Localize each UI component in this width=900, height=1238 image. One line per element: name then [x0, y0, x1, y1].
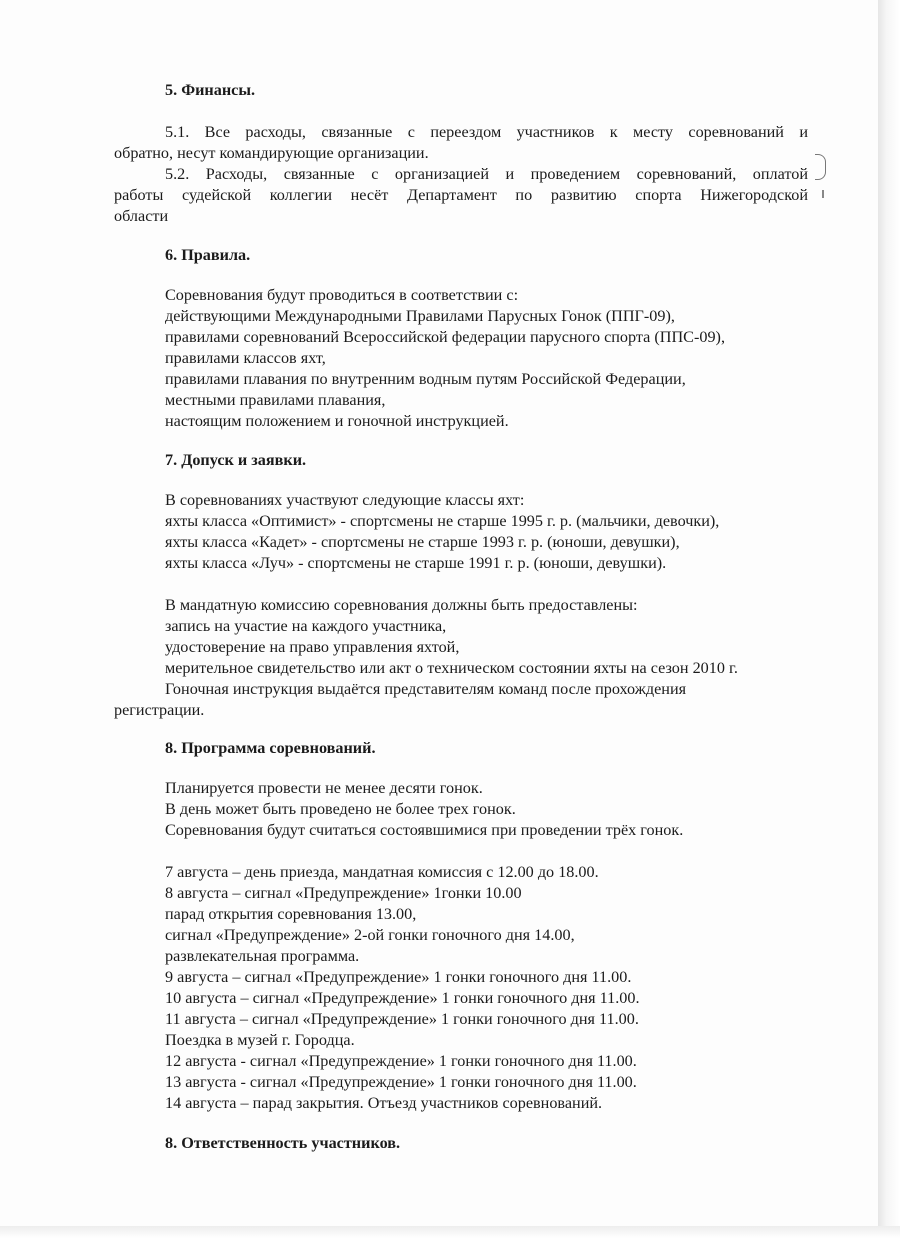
- schedule-line: 13 августа - сигнал «Предупреждение» 1 гонки гоночного дня 11.00.: [165, 1073, 637, 1091]
- s7-line: яхты класса «Кадет» - спортсмены не старше 1993 г. р. (юноши, девушки),: [165, 533, 680, 551]
- s6-line: настоящим положением и гоночной инструкцией.: [165, 412, 509, 430]
- s7-line: Гоночная инструкция выдаётся представителям команд после прохождения: [165, 680, 687, 698]
- pen-mark: [815, 154, 826, 180]
- section-responsibility-heading: 8. Ответственность участников.: [165, 1134, 401, 1152]
- s7-line: В соревнованиях участвуют следующие классы яхт:: [165, 491, 525, 509]
- s6-line: действующими Международными Правилами Парусных Гонок (ППГ-09),: [165, 307, 675, 325]
- s6-line: Соревнования будут проводиться в соответствии с:: [165, 286, 519, 304]
- section-5-heading: 5. Финансы.: [165, 81, 256, 99]
- s7-last-line: регистрации.: [114, 701, 205, 719]
- s7-line: удостоверение на право управления яхтой,: [165, 638, 460, 656]
- s7-line: запись на участие на каждого участника,: [165, 617, 447, 635]
- s7-line: В мандатную комиссию соревнования должны быть предоставлены:: [165, 596, 638, 614]
- schedule-line: 11 августа – сигнал «Предупреждение» 1 гонки гоночного дня 11.00.: [165, 1010, 639, 1028]
- s6-line: правилами плавания по внутренним водным путям Российской Федерации,: [165, 370, 686, 388]
- pen-mark-small: [822, 190, 824, 198]
- schedule-line: 9 августа – сигнал «Предупреждение» 1 гонки гоночного дня 11.00.: [165, 968, 632, 986]
- s8-line: В день может быть проведено не более трех гонок.: [165, 800, 516, 818]
- s5-p2-line2: работы судейской коллегии несёт Департамент по развитию спорта Нижегородской: [114, 186, 808, 204]
- section-8-heading: 8. Программа соревнований.: [165, 739, 376, 757]
- s8-line: Соревнования будут считаться состоявшимися при проведении трёх гонок.: [165, 821, 684, 839]
- schedule-line: развлекательная программа.: [165, 947, 360, 965]
- s7-line: яхты класса «Оптимист» - спортсмены не старше 1995 г. р. (мальчики, девочки),: [165, 512, 720, 530]
- s6-line: правилами соревнований Всероссийской федерации парусного спорта (ППС-09),: [165, 328, 725, 346]
- schedule-line: 7 августа – день приезда, мандатная комиссия с 12.00 до 18.00.: [165, 863, 599, 881]
- schedule-line: сигнал «Предупреждение» 2-ой гонки гоночного дня 14.00,: [165, 926, 575, 944]
- schedule-line: Поездка в музей г. Городца.: [165, 1031, 355, 1049]
- s5-p2-line1: 5.2. Расходы, связанные с организацией и проведением соревнований, оплатой: [165, 165, 808, 183]
- s5-p2-line3: области: [114, 207, 169, 225]
- schedule-line: 12 августа - сигнал «Предупреждение» 1 гонки гоночного дня 11.00.: [165, 1052, 637, 1070]
- section-6-heading: 6. Правила.: [165, 246, 251, 264]
- section-7-heading: 7. Допуск и заявки.: [165, 451, 307, 469]
- s7-line: яхты класса «Луч» - спортсмены не старше 1991 г. р. (юноши, девушки).: [165, 554, 667, 572]
- s7-line: мерительное свидетельство или акт о техническом состоянии яхты на сезон 2010 г.: [165, 659, 738, 677]
- s6-line: местными правилами плавания,: [165, 391, 386, 409]
- s5-p1-line2: обратно, несут командирующие организации.: [114, 144, 429, 162]
- schedule-line: 8 августа – сигнал «Предупреждение» 1гонки 10.00: [165, 884, 522, 902]
- s8-line: Планируется провести не менее десяти гонок.: [165, 779, 483, 797]
- s6-line: правилами классов яхт,: [165, 349, 326, 367]
- s5-p1-line1: 5.1. Все расходы, связанные с переездом участников к месту соревнований и: [165, 123, 808, 141]
- schedule-line: 14 августа – парад закрытия. Отъезд участников соревнований.: [165, 1094, 603, 1112]
- schedule-line: парад открытия соревнования 13.00,: [165, 905, 417, 923]
- schedule-line: 10 августа – сигнал «Предупреждение» 1 гонки гоночного дня 11.00.: [165, 989, 640, 1007]
- scan-edge-right: [878, 0, 900, 1238]
